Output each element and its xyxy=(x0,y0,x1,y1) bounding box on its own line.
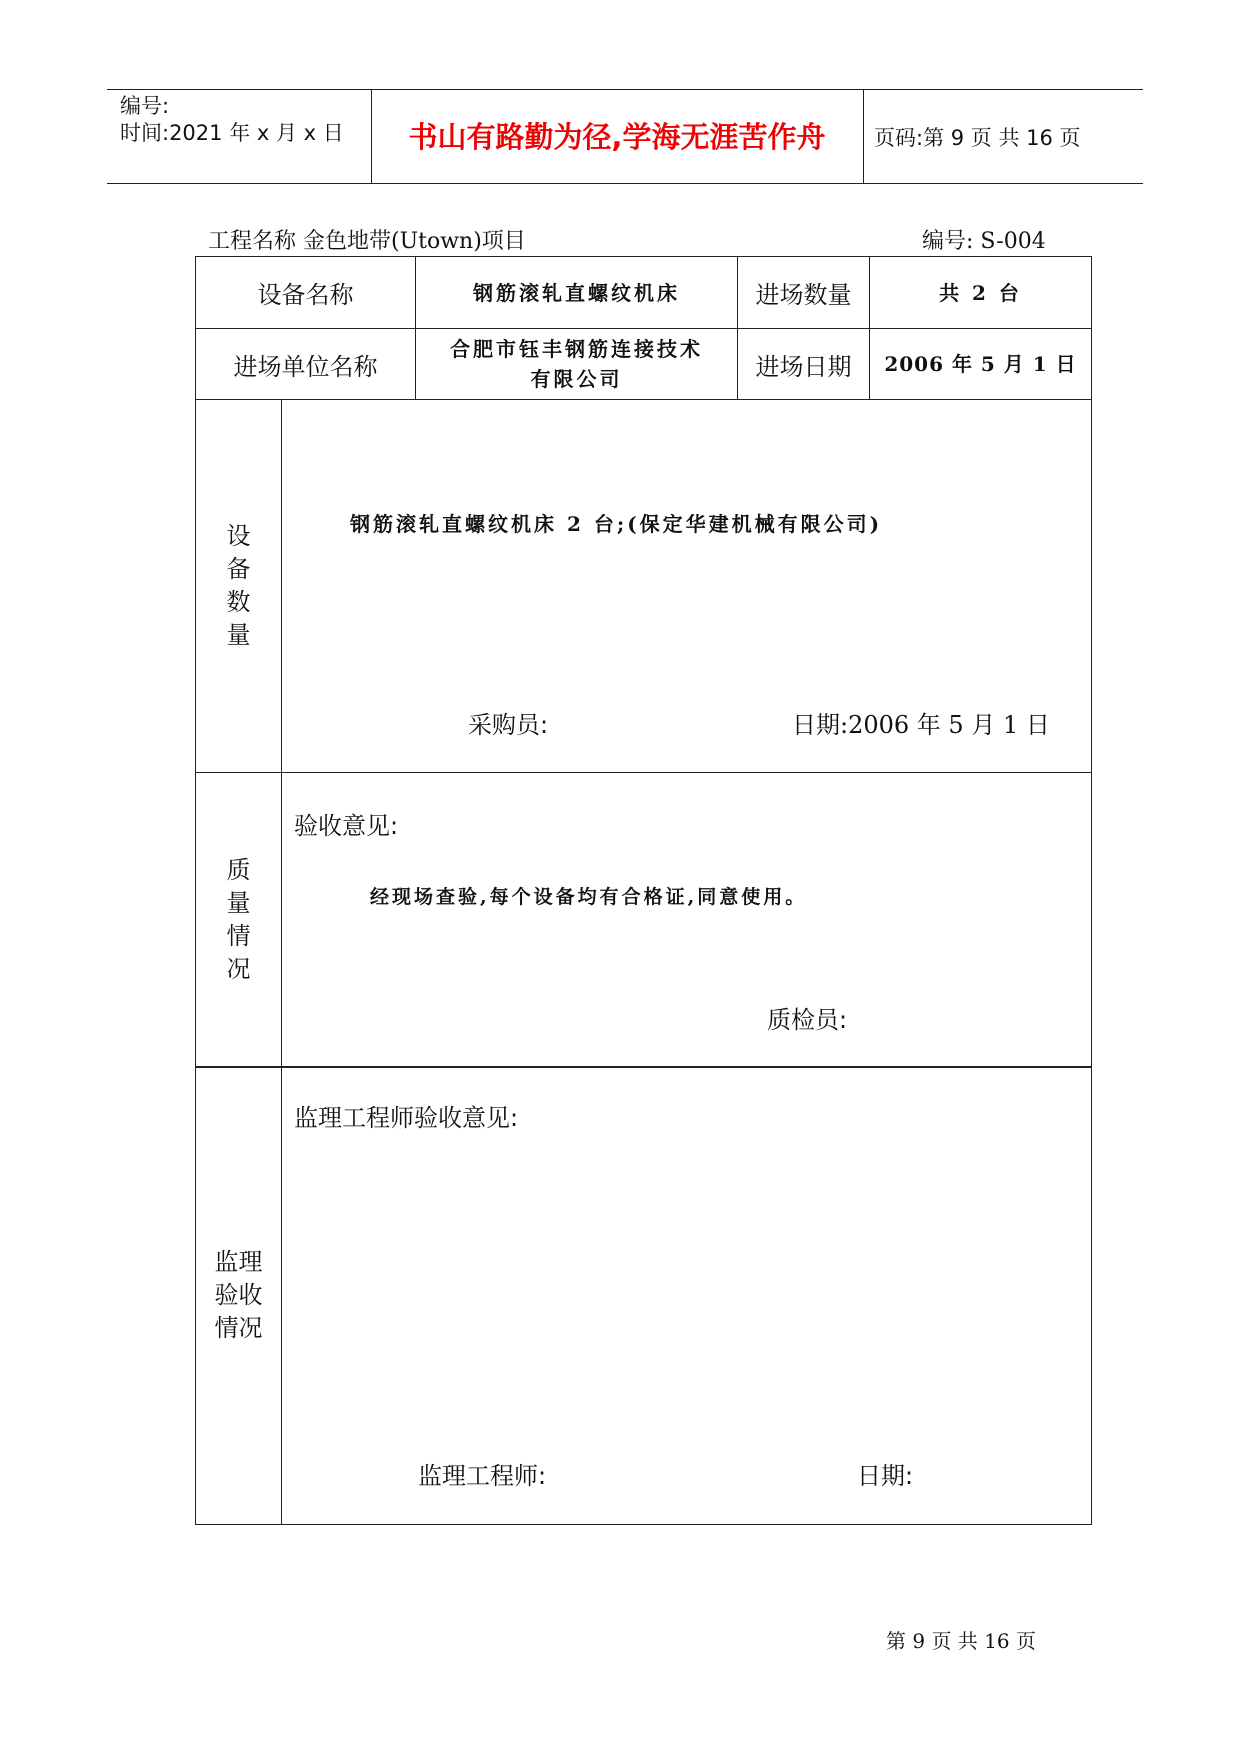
supervision-date-label: 日期: xyxy=(857,1462,914,1490)
quality-opinion-text: 经现场查验,每个设备均有合格证,同意使用。 xyxy=(370,886,808,908)
supervision-side-label-line1: 监理 xyxy=(214,1248,263,1276)
quality-side-label: 质量情况 xyxy=(226,855,251,983)
date-label: 进场日期 xyxy=(755,352,852,381)
header-motto: 书山有路勤为径,学海无涯苦作舟 xyxy=(408,120,826,154)
inspector-label: 质检员: xyxy=(767,1006,848,1034)
supervision-opinion-label: 监理工程师验收意见: xyxy=(294,1104,519,1132)
quantity-value: 共 2 台 xyxy=(939,280,1022,305)
buyer-label: 采购员: xyxy=(468,711,549,739)
supervision-side-label-line3: 情况 xyxy=(214,1314,263,1342)
table-line-section-divider xyxy=(281,399,282,1524)
header-page-label: 页码:第 9 页 共 16 页 xyxy=(874,126,1081,150)
table-line-right xyxy=(1091,256,1092,1525)
supervision-side-label-cell xyxy=(196,1067,281,1524)
project-name: 工程名称 金色地带(Utown)项目 xyxy=(208,229,526,254)
supervision-engineer-label: 监理工程师: xyxy=(418,1462,547,1490)
table-line-row3 xyxy=(195,772,1092,773)
table-line-row4 xyxy=(195,1066,1092,1068)
equipment-date: 日期:2006 年 5 月 1 日 xyxy=(792,711,1050,739)
equipment-content: 钢筋滚轧直螺纹机床 2 台;(保定华建机械有限公司) xyxy=(350,512,883,536)
quantity-label: 进场数量 xyxy=(755,281,852,309)
device-name-label: 设备名称 xyxy=(257,281,354,309)
quality-side-label-cell xyxy=(196,773,281,1066)
unit-label: 进场单位名称 xyxy=(233,352,378,381)
header-top-border xyxy=(107,89,1143,90)
supervision-side-label-line2: 验收 xyxy=(214,1281,263,1309)
table-line-bottom xyxy=(195,1524,1092,1525)
table-line-row2 xyxy=(195,399,1092,400)
unit-value xyxy=(416,329,737,399)
device-name-value: 钢筋滚轧直螺纹机床 xyxy=(473,280,680,305)
footer-page-number: 第 9 页 共 16 页 xyxy=(886,1629,1036,1653)
header-time-label: 时间:2021 年 x 月 x 日 xyxy=(120,121,344,145)
header-bottom-border xyxy=(107,183,1143,184)
date-value: 2006 年 5 月 1 日 xyxy=(884,352,1077,376)
project-code: 编号: S-004 xyxy=(922,229,1046,254)
equipment-side-label: 设备数量 xyxy=(226,522,251,649)
unit-value-line2: 有限公司 xyxy=(530,367,623,391)
header-number-label: 编号: xyxy=(120,94,170,118)
equipment-side-label-cell xyxy=(196,400,281,772)
unit-value-line1: 合肥市钰丰钢筋连接技术 xyxy=(450,337,703,361)
header-divider-right xyxy=(863,89,864,183)
quality-opinion-label: 验收意见: xyxy=(294,812,399,840)
